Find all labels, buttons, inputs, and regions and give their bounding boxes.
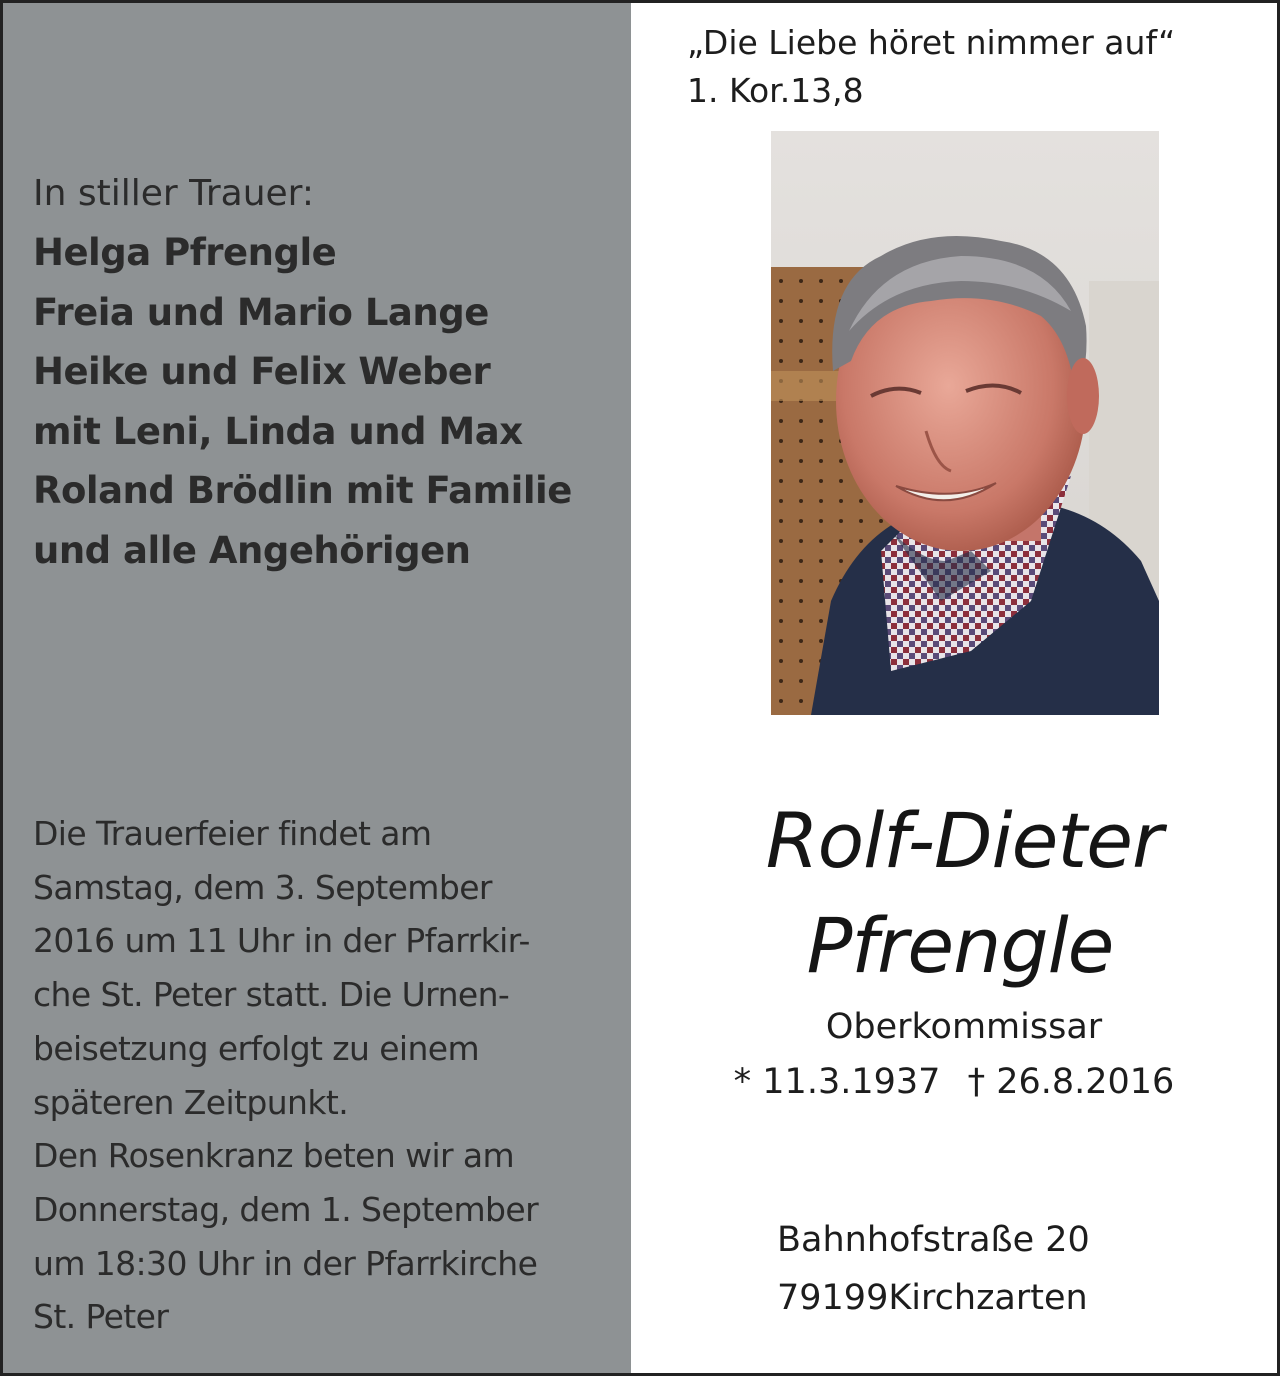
mourner-line: mit Leni, Linda und Max [33,409,523,453]
mourners-intro: In stiller Trauer: [33,173,314,214]
death-date: † 26.8.2016 [967,1062,1175,1102]
ceremony-line: Die Trauerfeier findet am [33,814,432,853]
left-panel [3,3,631,1373]
bible-verse [687,19,1175,115]
ceremony-line: che St. Peter statt. Die Urnen- [33,975,510,1015]
ceremony-line: Samstag, dem 3. September [33,867,492,907]
verse-reference: 1. Kor.13,8 [687,71,864,110]
mourner-line: Freia und Mario Lange [33,290,489,334]
ceremony-line: um 18:30 Uhr in der Pfarrkirche [33,1243,538,1283]
mourner-line: Roland Brödlin mit Familie [33,469,572,512]
ceremony-line: 2016 um 11 Uhr in der Pfarrkir- [33,921,530,961]
ceremony-line: Den Rosenkranz beten wir am [33,1136,515,1176]
mourner-line: und alle Angehörigen [33,528,471,572]
address-city: 79199Kirchzarten [777,1278,1088,1318]
portrait-photo [771,131,1159,715]
mourner-line: Helga Pfrengle [33,231,337,274]
deceased-first-name: Rolf-Dieter [765,796,1163,885]
verse-quote: „Die Liebe höret nimmer auf“ [687,23,1176,62]
address-street: Bahnhofstraße 20 [777,1220,1090,1260]
life-dates [631,1056,1277,1108]
ceremony-line: späteren Zeitpunkt. [33,1082,349,1122]
deceased-title: Oberkommissar [825,1007,1103,1047]
ceremony-info [33,807,623,1344]
ceremony-line: beisetzung erfolgt zu einem [33,1028,480,1068]
family-address [777,1211,1090,1327]
mourner-line: Heike und Felix Weber [33,350,491,393]
deceased-last-name: Pfrengle [806,901,1114,990]
ceremony-line: St. Peter [33,1297,169,1337]
right-panel [631,3,1277,1373]
birth-date: * 11.3.1937 [733,1062,941,1102]
ceremony-line: Donnerstag, dem 1. September [33,1189,539,1229]
mourners-block [33,165,623,580]
